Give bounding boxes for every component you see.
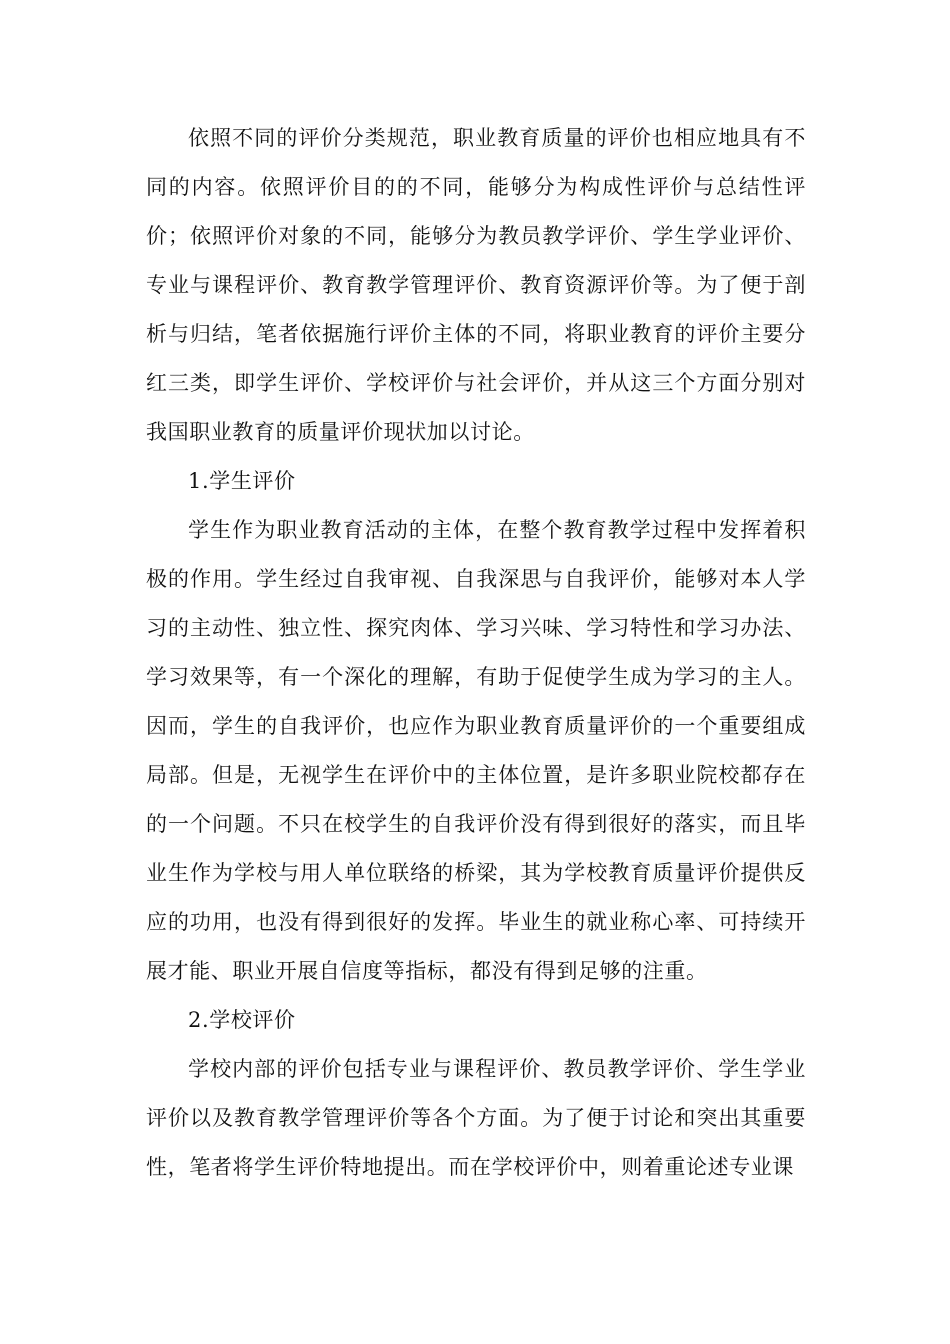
paragraph-student-evaluation: 学生作为职业教育活动的主体，在整个教育教学过程中发挥着积极的作用。学生经过自我审视、自我深思与自我评价，能够对本人学习的主动性、独立性、探究肉体、学习兴味、学习特性和学习办法、学习效果等，有一个深化的理解，有助于促使学生成为学习的主人。因而，学生的自我评价，也应作为职业教育质量评价的一个重要组成局部。但是，无视学生在评价中的主体位置，是许多职业院校都存在的一个问题。不只在校学生的自我评价没有得到很好的落实，而且毕业生作为学校与用人单位联络的桥梁，其为学校教育质量评价提供反应的功用，也没有得到很好的发挥。毕业生的就业称心率、可持续开展才能、职业开展自信度等指标，都没有得到足够的注重。	[146, 518, 806, 983]
section-heading-school-evaluation: 2.学校评价	[188, 1008, 296, 1032]
document-body	[146, 114, 806, 1192]
paragraph-evaluation-categories: 依照不同的评价分类规范，职业教育质量的评价也相应地具有不同的内容。依照评价目的的不同，能够分为构成性评价与总结性评价；依照评价对象的不同，能够分为教员教学评价、学生学业评价、专业与课程评价、教育教学管理评价、教育资源评价等。为了便于剖析与归结，笔者依据施行评价主体的不同，将职业教育的评价主要分红三类，即学生评价、学校评价与社会评价，并从这三个方面分别对我国职业教育的质量评价现状加以讨论。	[146, 126, 806, 444]
section-heading-student-evaluation: 1.学生评价	[188, 469, 296, 493]
paragraph-school-evaluation: 学校内部的评价包括专业与课程评价、教员教学评价、学生学业评价以及教育教学管理评价等各个方面。为了便于讨论和突出其重要性，笔者将学生评价特地提出。而在学校评价中，则着重论述专业课	[146, 1057, 806, 1179]
